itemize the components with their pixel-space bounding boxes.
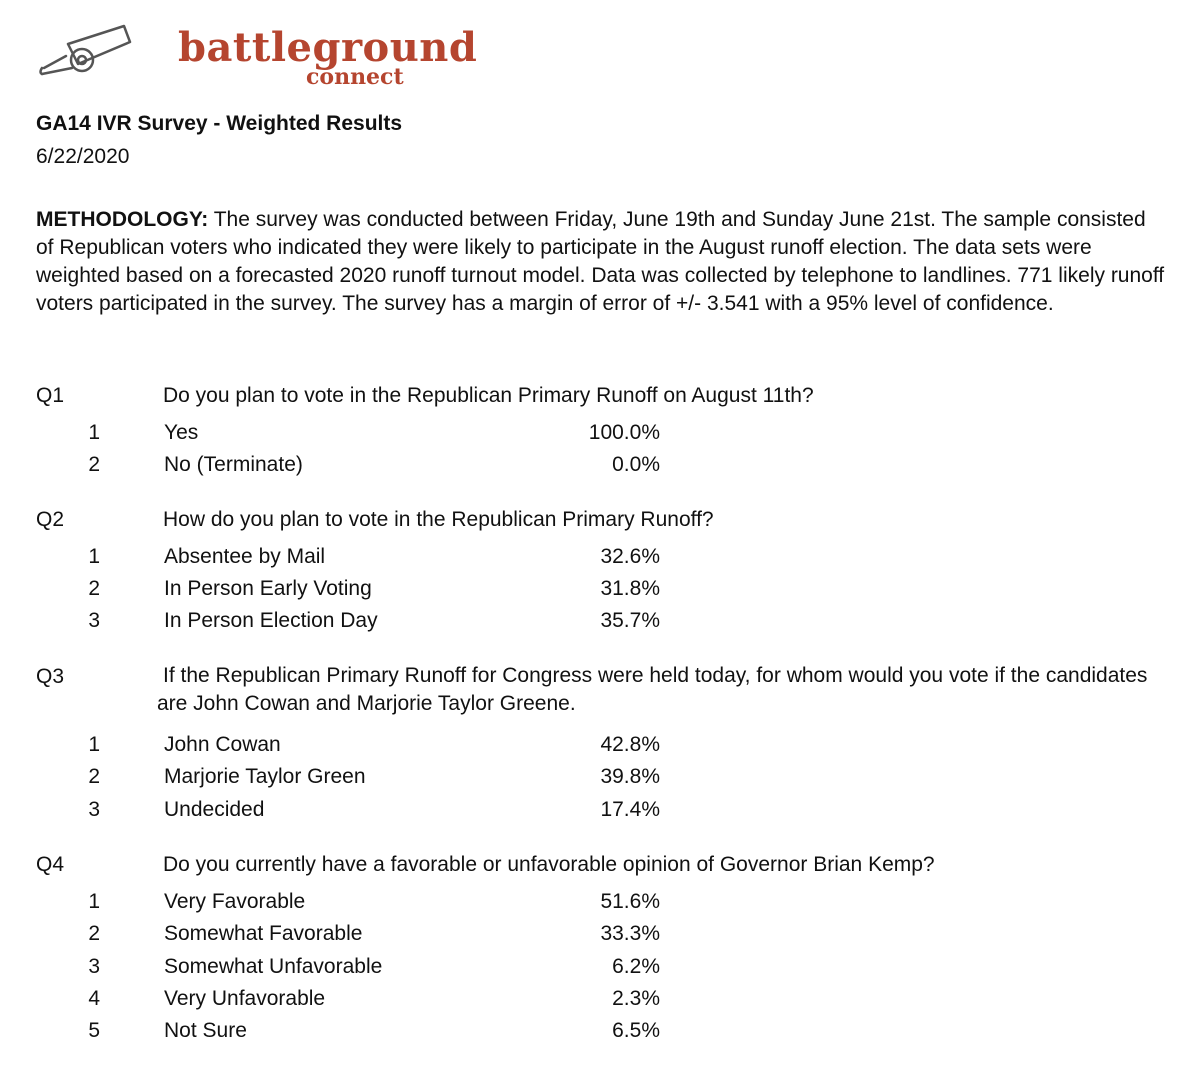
question-code: Q3 xyxy=(36,665,65,688)
answer-value: 6.5% xyxy=(612,1019,660,1042)
methodology-label: METHODOLOGY: xyxy=(36,208,209,231)
methodology-text: The survey was conducted between Friday, June 19th and Sunday June 21st. The sample consisted of Republican voters who indicated they were likely to participate in the August runoff election. The data sets were weighted based on a forecasted 2020 runoff turnout model. Data was collected by telephone to landlines. 771 likely runoff voters participated in the survey. The survey has a margin of error of +/- 3.541 with a 95% level of confidence. xyxy=(36,208,1165,315)
answer-number: 1 xyxy=(88,733,100,756)
question-text: If the Republican Primary Runoff for Congress were held today, for whom would you vote if the candidates are John Cowan and Marjorie Taylor Greene. xyxy=(157,664,1148,715)
answer-value: 32.6% xyxy=(600,545,660,568)
answer-value: 17.4% xyxy=(600,798,660,821)
answer-label: Somewhat Favorable xyxy=(164,922,363,945)
answer-number: 1 xyxy=(88,545,100,568)
answer-label: In Person Early Voting xyxy=(164,577,372,600)
answer-value: 39.8% xyxy=(600,765,660,788)
answer-number: 3 xyxy=(88,609,100,632)
answer-label: Somewhat Unfavorable xyxy=(164,955,383,978)
answer-number: 2 xyxy=(88,922,100,945)
question-text: How do you plan to vote in the Republican Primary Runoff? xyxy=(163,508,714,531)
question-code: Q1 xyxy=(36,384,65,407)
answer-value: 31.8% xyxy=(600,577,660,600)
question-code: Q2 xyxy=(36,508,65,531)
answer-label: Absentee by Mail xyxy=(164,545,326,568)
answer-number: 3 xyxy=(88,955,100,978)
answer-number: 2 xyxy=(88,453,100,476)
answer-number: 1 xyxy=(88,890,100,913)
answer-value: 100.0% xyxy=(588,421,660,444)
question-code: Q4 xyxy=(36,853,65,876)
methodology-paragraph xyxy=(36,206,1166,318)
answer-label: Very Favorable xyxy=(164,890,306,913)
answer-number: 2 xyxy=(88,577,100,600)
question-text: Do you currently have a favorable or unfavorable opinion of Governor Brian Kemp? xyxy=(163,853,935,876)
logo-subtitle: connect xyxy=(306,64,404,90)
answer-value: 33.3% xyxy=(600,922,660,945)
answer-label: In Person Election Day xyxy=(164,609,378,632)
logo-wordmark: battleground xyxy=(178,24,478,71)
question-text: Do you plan to vote in the Republican Primary Runoff on August 11th? xyxy=(163,384,814,407)
answer-number: 5 xyxy=(88,1019,100,1042)
battleground-connect-logo xyxy=(38,22,478,92)
answer-label: Undecided xyxy=(164,798,265,821)
answer-value: 35.7% xyxy=(600,609,660,632)
answer-value: 2.3% xyxy=(612,987,660,1010)
answer-value: 51.6% xyxy=(600,890,660,913)
answer-label: John Cowan xyxy=(164,733,281,756)
page-title: GA14 IVR Survey - Weighted Results xyxy=(36,112,403,135)
answer-number: 1 xyxy=(88,421,100,444)
cannon-icon xyxy=(38,22,138,82)
answer-label: No (Terminate) xyxy=(164,453,303,476)
answer-value: 42.8% xyxy=(600,733,660,756)
answer-value: 6.2% xyxy=(612,955,660,978)
answer-number: 3 xyxy=(88,798,100,821)
answer-label: Yes xyxy=(164,421,199,444)
answer-label: Very Unfavorable xyxy=(164,987,326,1010)
answer-number: 4 xyxy=(88,987,100,1010)
report-date: 6/22/2020 xyxy=(36,145,130,168)
answer-value: 0.0% xyxy=(612,453,660,476)
answer-label: Marjorie Taylor Green xyxy=(164,765,366,788)
answer-label: Not Sure xyxy=(164,1019,247,1042)
answer-number: 2 xyxy=(88,765,100,788)
